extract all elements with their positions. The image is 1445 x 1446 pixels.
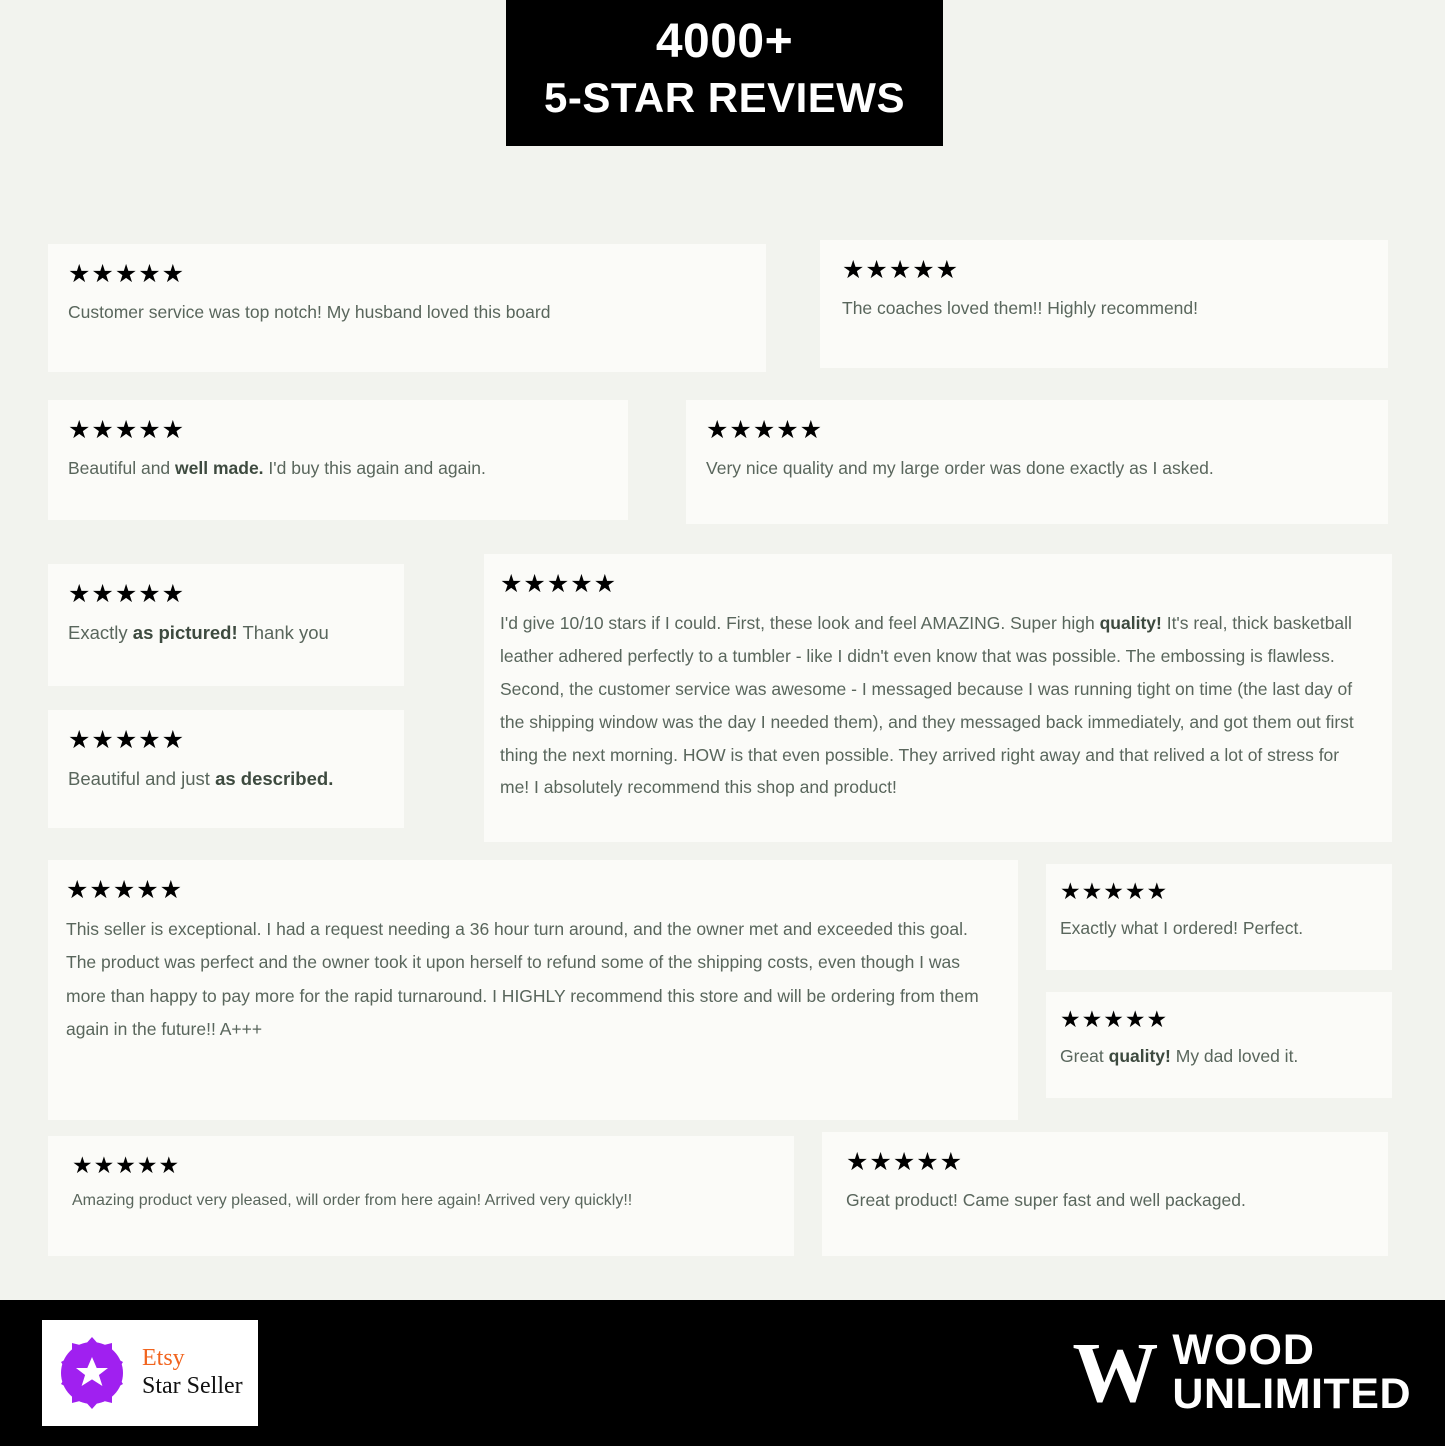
brand-wordmark xyxy=(1172,1326,1411,1418)
star-rating: ★★★★★ xyxy=(846,1148,964,1176)
etsy-wordmark: Etsy xyxy=(142,1345,185,1372)
review-text xyxy=(68,453,608,483)
review-card xyxy=(686,400,1388,524)
review-text xyxy=(500,607,1372,804)
review-text xyxy=(1060,1041,1380,1071)
star-rating: ★★★★★ xyxy=(66,876,184,904)
review-text xyxy=(68,763,394,795)
star-rating: ★★★★★ xyxy=(68,416,186,444)
review-card xyxy=(484,554,1392,842)
star-rating: ★★★★★ xyxy=(1060,878,1169,904)
header-subtitle: 5-STAR REVIEWS xyxy=(544,74,905,122)
star-rating: ★★★★★ xyxy=(68,260,186,288)
review-card xyxy=(1046,864,1392,970)
reviews-grid xyxy=(0,236,1445,1296)
review-text-part: Thank you xyxy=(237,622,329,643)
review-text-part: I'd buy this again and again. xyxy=(263,458,486,478)
header-count: 4000+ xyxy=(655,15,794,68)
review-card xyxy=(48,1136,794,1256)
review-text-part: I'd give 10/10 stars if I could. First, these look and feel AMAZING. Super high xyxy=(500,613,1100,633)
review-text-emphasis: quality! xyxy=(1108,1046,1171,1066)
review-text-part: It's real, thick basketball leather adhered perfectly to a tumbler - like I didn't even know that was possible. The embossing is flawless. Second, the customer service was awesome - I messaged because I was running tight on time (the last day of the shipping window was the day I needed them), and they messaged back immediately, and got them out first thing the next morning. HOW is that even possible. They arrived right away and that relived a lot of stress for me! I absolutely recommend this shop and product! xyxy=(500,613,1354,798)
star-rating: ★★★★★ xyxy=(500,570,618,598)
review-card xyxy=(48,710,404,828)
review-text-part: Beautiful and just xyxy=(68,768,216,789)
review-text-emphasis: quality! xyxy=(1099,613,1162,633)
review-text xyxy=(68,617,394,649)
review-card xyxy=(48,244,766,372)
review-text-emphasis: as described. xyxy=(215,768,334,789)
etsy-badge-text xyxy=(142,1345,243,1400)
review-text-part: Beautiful and xyxy=(68,458,176,478)
brand-name-bottom: UNLIMITED xyxy=(1172,1370,1411,1418)
review-text-part: Exactly xyxy=(68,622,133,643)
review-text: This seller is exceptional. I had a request needing a 36 hour turn around, and the owner met and exceeded this goal. The product was perfect and the owner took it upon herself to refund some of the shipping costs, even though I was more than happy to pay more for the rapid turnaround. I HIGHLY recommend this store and will be ordering from them again in the future!! A+++ xyxy=(66,919,979,1039)
star-rating: ★★★★★ xyxy=(706,416,824,444)
review-card xyxy=(1046,992,1392,1098)
review-card xyxy=(822,1132,1388,1256)
star-rating: ★★★★★ xyxy=(68,726,186,754)
star-rating: ★★★★★ xyxy=(68,580,186,608)
review-text: Amazing product very pleased, will order from here again! Arrived very quickly!! xyxy=(72,1192,633,1209)
review-text-emphasis: as pictured! xyxy=(132,622,238,643)
review-text: Exactly what I ordered! Perfect. xyxy=(1060,918,1304,938)
star-rating: ★★★★★ xyxy=(1060,1006,1169,1032)
review-text-emphasis: well made. xyxy=(175,458,264,478)
brand-mark-icon: W xyxy=(1072,1324,1155,1421)
review-card xyxy=(820,240,1388,368)
header-badge xyxy=(506,0,943,146)
review-text: Great product! Came super fast and well packaged. xyxy=(846,1190,1246,1210)
footer-bar xyxy=(0,1300,1445,1446)
star-rating: ★★★★★ xyxy=(842,256,960,284)
review-card xyxy=(48,564,404,686)
review-card xyxy=(48,860,1018,1120)
review-text-part: My dad loved it. xyxy=(1170,1046,1299,1066)
review-text: Very nice quality and my large order was done exactly as I asked. xyxy=(706,458,1214,478)
brand-logo xyxy=(1072,1322,1411,1424)
review-text-part: Great xyxy=(1060,1046,1109,1066)
etsy-star-seller-label: Star Seller xyxy=(142,1373,243,1399)
review-text: Customer service was top notch! My husband loved this board xyxy=(68,302,551,322)
etsy-star-seller-badge xyxy=(42,1320,258,1426)
etsy-seal-icon xyxy=(54,1335,130,1411)
review-card xyxy=(48,400,628,520)
brand-name-top: WOOD xyxy=(1172,1326,1315,1375)
review-text: The coaches loved them!! Highly recommend! xyxy=(842,298,1198,318)
star-rating: ★★★★★ xyxy=(72,1152,181,1178)
